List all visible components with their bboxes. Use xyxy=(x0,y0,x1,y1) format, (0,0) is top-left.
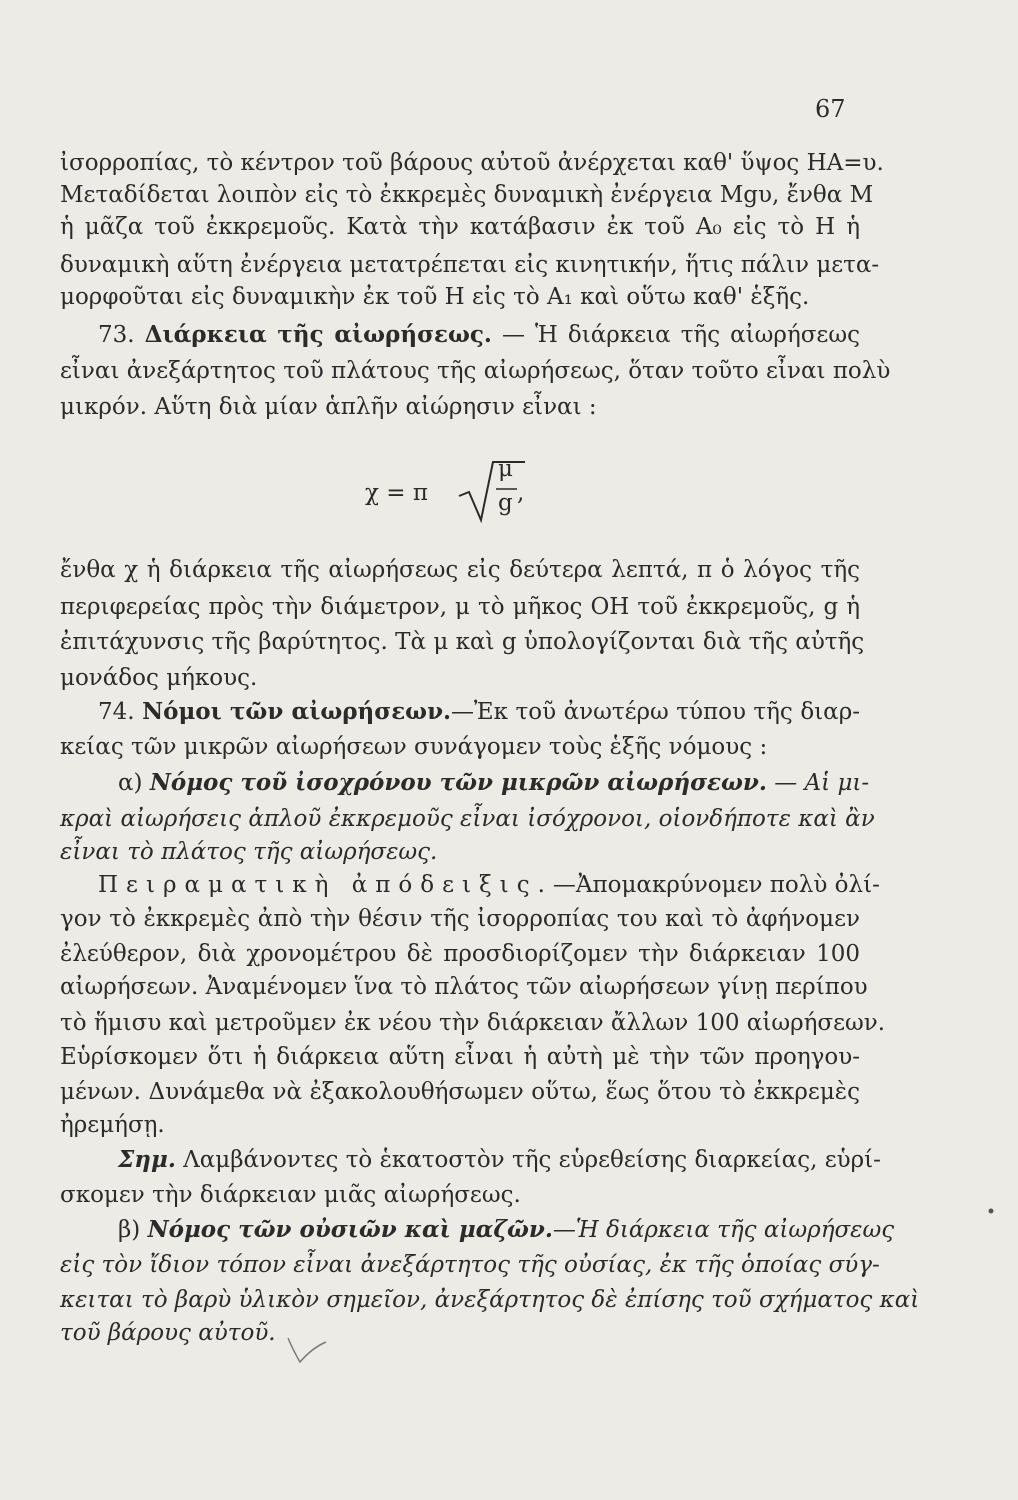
text-line: περιφερείας πρὸς τὴν διάμετρον, μ τὸ μῆκος ΟΗ τοῦ ἐκκρεμοῦς, g ἡ xyxy=(60,594,860,620)
text-line: ἐλεύθερον, διὰ χρονομέτρου δὲ προσδιορίζομεν τὴν διάρκειαν 100 xyxy=(60,941,860,967)
section-74-heading-line xyxy=(60,697,860,727)
section-number: 73. xyxy=(98,322,135,348)
text-line: ἠρεμήσῃ. xyxy=(60,1112,165,1138)
proof-text: —Ἀπομακρύνομεν πολὺ ὀλί- xyxy=(552,872,880,898)
law-title: Νόμος τοῦ ἰσοχρόνου τῶν μικρῶν αἰωρήσεων. xyxy=(149,769,767,796)
text-line: εἰς τὸν ἴδιον τόπον εἶναι ἀνεξάρτητος τῆς οὐσίας, ἐκ τῆς ὁποίας σύγ- xyxy=(60,1252,880,1278)
law-label: β) xyxy=(118,1217,141,1243)
section-title: Νόμοι τῶν αἰωρήσεων. xyxy=(142,698,452,725)
text-line: ἡ μᾶζα τοῦ ἐκκρεμοῦς. Κατὰ τὴν κατάβασιν ἐκ τοῦ Α₀ εἰς τὸ Η ἡ xyxy=(60,214,860,240)
section-title: Διάρκεια τῆς αἰωρήσεως. xyxy=(144,321,492,348)
pencil-checkmark xyxy=(278,1318,338,1378)
note-label: Σημ. xyxy=(118,1146,176,1173)
ink-dot xyxy=(985,1205,997,1217)
law-text: — Αἱ μι- xyxy=(774,770,870,796)
text-line: Μεταδίδεται λοιπὸν εἰς τὸ ἐκκρεμὲς δυναμικὴ ἐνέργεια Mgυ, ἔνθα M xyxy=(60,182,874,208)
page-number: 67 xyxy=(815,95,846,123)
text-line: αἰωρήσεων. Ἀναμένομεν ἵνα τὸ πλάτος τῶν αἰωρήσεων γίνῃ περίπου xyxy=(60,974,868,1000)
text-line: Εὑρίσκομεν ὅτι ἡ διάρκεια αὕτη εἶναι ἡ αὐτὴ μὲ τὴν τῶν προηγου- xyxy=(60,1044,860,1070)
text-line: ἐπιτάχυνσις τῆς βαρύτητος. Τὰ μ καὶ g ὑπολογίζονται διὰ τῆς αὐτῆς xyxy=(60,629,865,655)
text-line: μονάδος μήκους. xyxy=(60,665,258,691)
text-line: κραὶ αἰωρήσεις ἁπλοῦ ἐκκρεμοῦς εἶναι ἰσόχρονοι, οἱονδήποτε καὶ ἂν xyxy=(60,806,875,832)
section-text: —Ἐκ τοῦ ἀνωτέρω τύπου τῆς διαρ- xyxy=(451,699,861,725)
text-line: ἔνθα χ ἡ διάρκεια τῆς αἰωρήσεως εἰς δεύτερα λεπτά, π ὁ λόγος τῆς xyxy=(60,557,860,583)
text-line: εἶναι τὸ πλάτος τῆς αἰωρήσεως. xyxy=(60,839,438,865)
proof-label: Πειραματικὴ ἀπόδειξις. xyxy=(98,872,553,898)
section-number: 74. xyxy=(98,699,135,725)
text-line: κείας τῶν μικρῶν αἰωρήσεων συνάγομεν τοὺς ἑξῆς νόμους : xyxy=(60,734,768,760)
text-line: εἶναι ἀνεξάρτητος τοῦ πλάτους τῆς αἰωρήσεως, ὅταν τοῦτο εἶναι πολὺ xyxy=(60,358,891,384)
law-b-heading-line xyxy=(60,1215,895,1245)
text-line: σκομεν τὴν διάρκειαν μιᾶς αἰωρήσεως. xyxy=(60,1182,521,1208)
formula-denominator: g xyxy=(498,490,513,516)
pendulum-period-formula xyxy=(365,456,535,526)
text-line: ἰσορροπίας, τὸ κέντρον τοῦ βάρους αὐτοῦ ἀνέρχεται καθ' ὕψος ΗΑ=υ. xyxy=(60,150,884,176)
note-text: Λαμβάνοντες τὸ ἑκατοστὸν τῆς εὑρεθείσης διαρκείας, εὑρί- xyxy=(183,1147,881,1173)
formula-numerator: μ xyxy=(498,456,513,482)
text-line: μένων. Δυνάμεθα νὰ ἐξακολουθήσωμεν οὕτω, ἕως ὅτου τὸ ἐκκρεμὲς xyxy=(60,1079,860,1105)
formula-lhs: χ = π xyxy=(365,480,428,506)
law-text: —Ἡ διάρκεια τῆς αἰωρήσεως xyxy=(552,1217,895,1243)
section-73-heading-line xyxy=(60,320,860,350)
note-heading-line xyxy=(60,1145,881,1175)
text-line: τοῦ βάρους αὐτοῦ. xyxy=(60,1320,276,1346)
proof-heading-line xyxy=(60,870,880,900)
text-line: μορφοῦται εἰς δυναμικὴν ἐκ τοῦ Η εἰς τὸ Α₁ καὶ οὕτω καθ' ἑξῆς. xyxy=(60,284,810,310)
section-text: — Ἡ διάρκεια τῆς αἰωρήσεως xyxy=(501,322,860,348)
text-line: δυναμικὴ αὕτη ἐνέργεια μετατρέπεται εἰς κινητικήν, ἥτις πάλιν μετα- xyxy=(60,252,880,278)
law-a-heading-line xyxy=(60,768,870,798)
law-title: Νόμος τῶν οὐσιῶν καὶ μαζῶν. xyxy=(147,1216,553,1243)
text-line: μικρόν. Αὕτη διὰ μίαν ἁπλῆν αἰώρησιν εἶναι : xyxy=(60,394,597,420)
text-line: τὸ ἥμισυ καὶ μετροῦμεν ἐκ νέου τὴν διάρκειαν ἄλλων 100 αἰωρήσεων. xyxy=(60,1010,886,1036)
law-label: α) xyxy=(118,770,143,796)
text-line: κειται τὸ βαρὺ ὑλικὸν σημεῖον, ἀνεξάρτητος δὲ ἐπίσης τοῦ σχήματος καὶ xyxy=(60,1287,920,1313)
formula-comma: , xyxy=(517,480,525,506)
text-line: γον τὸ ἐκκρεμὲς ἀπὸ τὴν θέσιν τῆς ἰσορροπίας του καὶ τὸ ἀφήνομεν xyxy=(60,906,860,932)
